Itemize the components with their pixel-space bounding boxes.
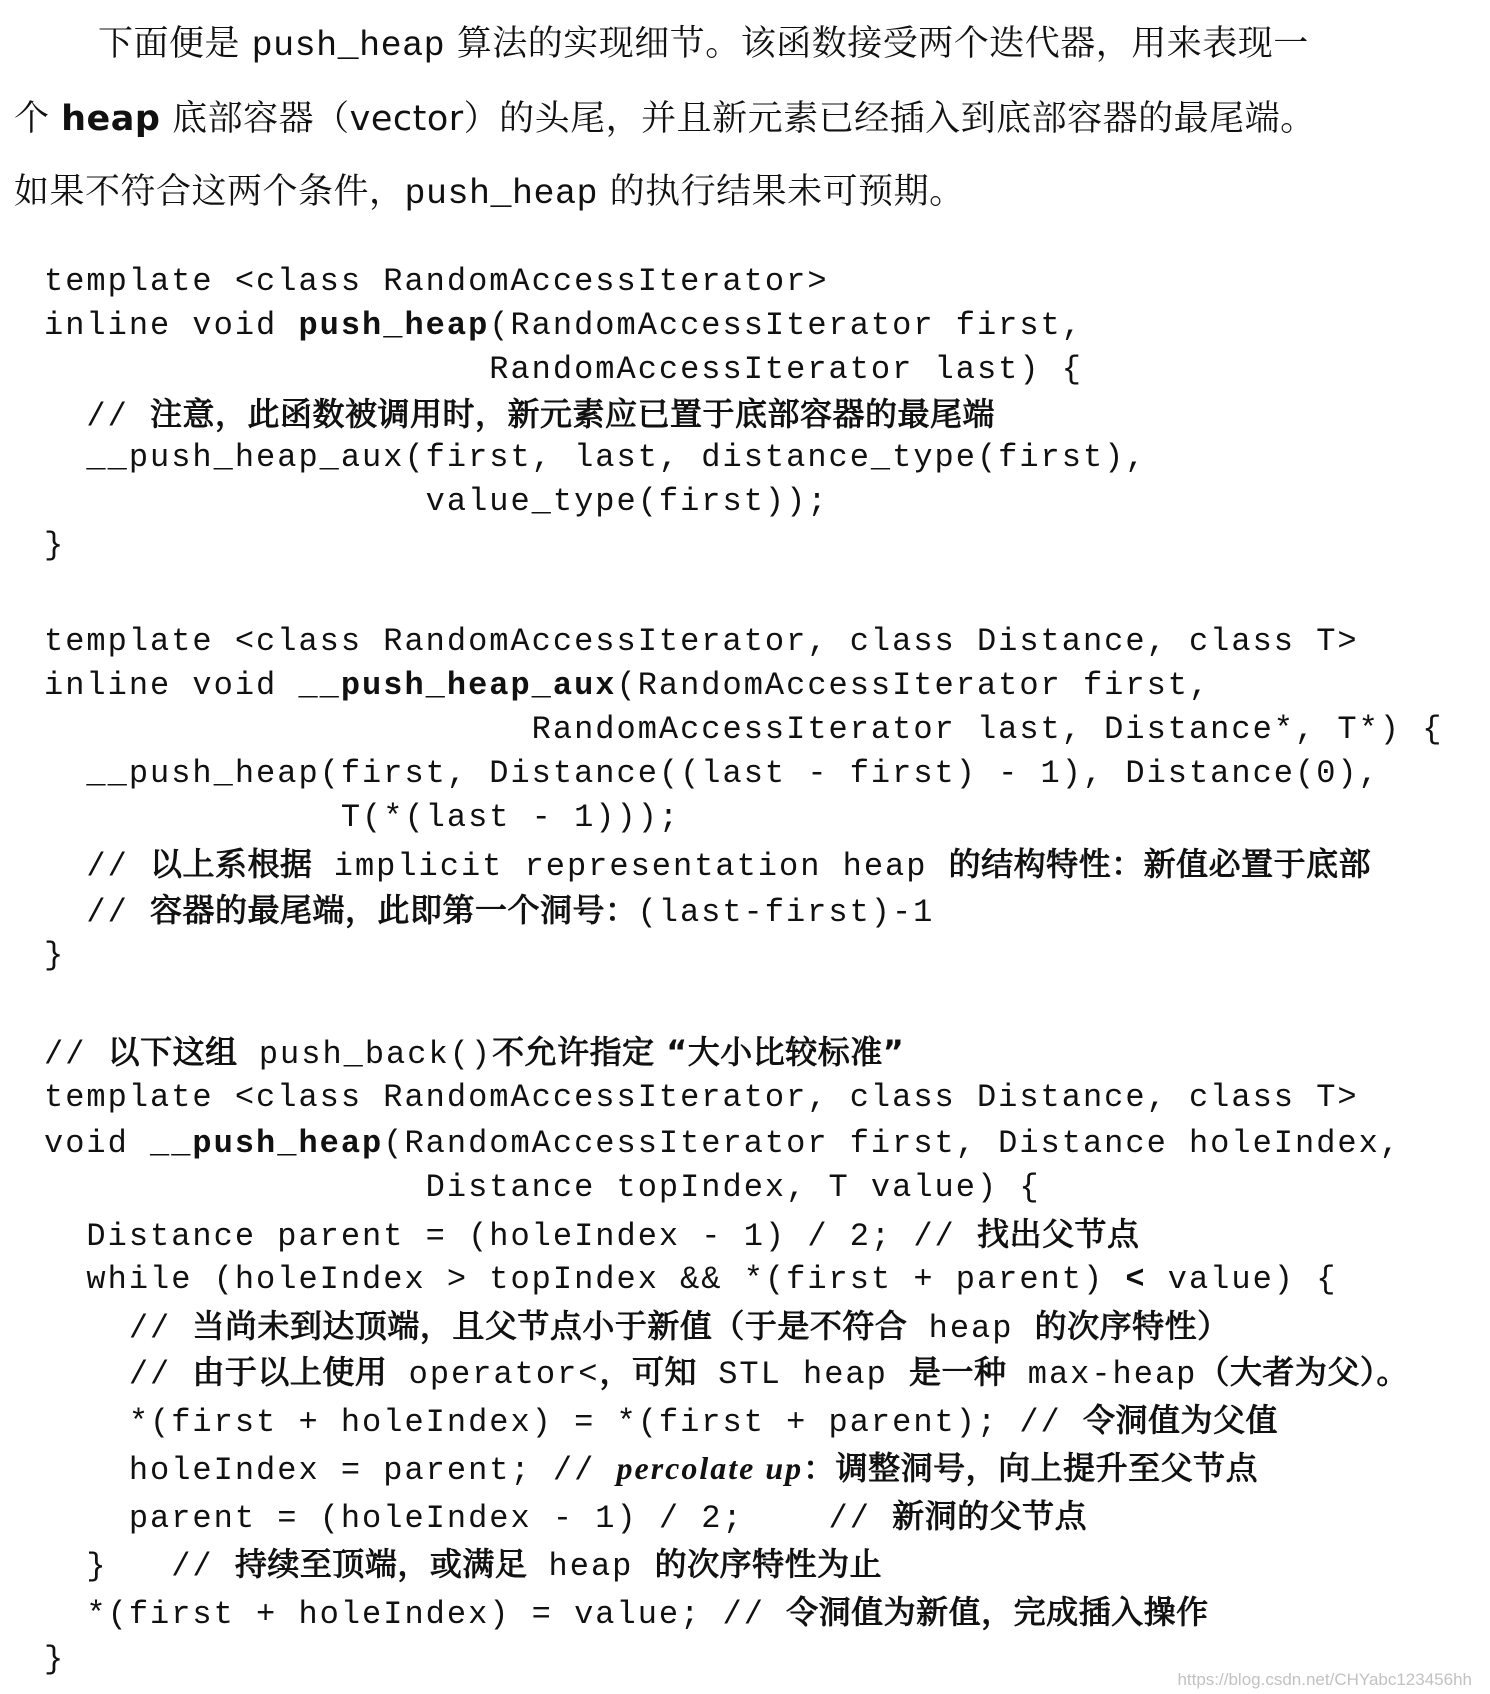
watermark: https://blog.csdn.net/CHYabc123456hh (1177, 1670, 1472, 1689)
function-name: push_heap (298, 307, 490, 344)
intro-paragraph (14, 8, 1414, 231)
code-line: inline void __push_heap_aux(RandomAccessIterator first, (44, 667, 1211, 704)
code-comment: // 由于以上使用 operator<，可知 STL heap 是一种 max-heap（大者为父）。 (44, 1353, 1409, 1393)
code-comment: // 以上系根据 implicit representation heap 的结构特性：新值必置于底部 (44, 845, 1372, 885)
code-line: parent = (holeIndex - 1) / 2; // 新洞的父节点 (44, 1497, 1088, 1537)
code-line: template <class RandomAccessIterator> (44, 263, 829, 300)
code-comment: // 注意，此函数被调用时，新元素应已置于底部容器的最尾端 (44, 395, 996, 435)
code-line: Distance topIndex, T value) { (44, 1169, 1041, 1206)
code-line: template <class RandomAccessIterator, class Distance, class T> (44, 623, 1359, 660)
code-line: value_type(first)); (44, 483, 829, 520)
code-line: while (holeIndex > topIndex && *(first + parent) < value) { (44, 1261, 1338, 1298)
intro-line-3: 如果不符合这两个条件，push_heap 的执行结果未可预期。 (14, 172, 965, 214)
code-line: } // 持续至顶端，或满足 heap 的次序特性为止 (44, 1545, 883, 1585)
code-line: __push_heap(first, Distance((last - first) - 1), Distance(0), (44, 755, 1380, 792)
code-line: *(first + holeIndex) = value; // 令洞值为新值，完成插入操作 (44, 1593, 1209, 1633)
code-line: RandomAccessIterator last) { (44, 351, 1083, 388)
code-comment: // 以下这组 push_back()不允许指定 “大小比较标准” (44, 1033, 905, 1073)
code-line: void __push_heap(RandomAccessIterator first, Distance holeIndex, (44, 1125, 1401, 1162)
code-line: template <class RandomAccessIterator, class Distance, class T> (44, 1079, 1359, 1116)
code-line: *(first + holeIndex) = *(first + parent); // 令洞值为父值 (44, 1401, 1278, 1441)
code-line: } (44, 937, 66, 974)
code-line: RandomAccessIterator last, Distance*, T*) { (44, 711, 1444, 748)
code-line: Distance parent = (holeIndex - 1) / 2; // 找出父节点 (44, 1215, 1140, 1255)
code-line: } (44, 527, 66, 564)
function-name: __push_heap (150, 1125, 384, 1162)
code-line: __push_heap_aux(first, last, distance_type(first), (44, 439, 1147, 476)
intro-line-2: 个 heap 底部容器（vector）的头尾，并且新元素已经插入到底部容器的最尾端。 (14, 99, 1316, 139)
function-name: __push_heap_aux (298, 667, 617, 704)
code-line: inline void push_heap(RandomAccessIterator first, (44, 307, 1083, 344)
code-comment: // 容器的最尾端，此即第一个洞号：(last-first)-1 (44, 891, 935, 931)
code-line: } (44, 1641, 66, 1678)
code-line: T(*(last - 1))); (44, 799, 681, 836)
code-comment: // 当尚未到达顶端，且父节点小于新值（于是不符合 heap 的次序特性） (44, 1307, 1230, 1347)
code-line: holeIndex = parent; // percolate up：调整洞号，向上提升至父节点 (44, 1449, 1259, 1489)
intro-line-1: 下面便是 push_heap 算法的实现细节。该函数接受两个迭代器，用来表现一 (98, 24, 1309, 66)
